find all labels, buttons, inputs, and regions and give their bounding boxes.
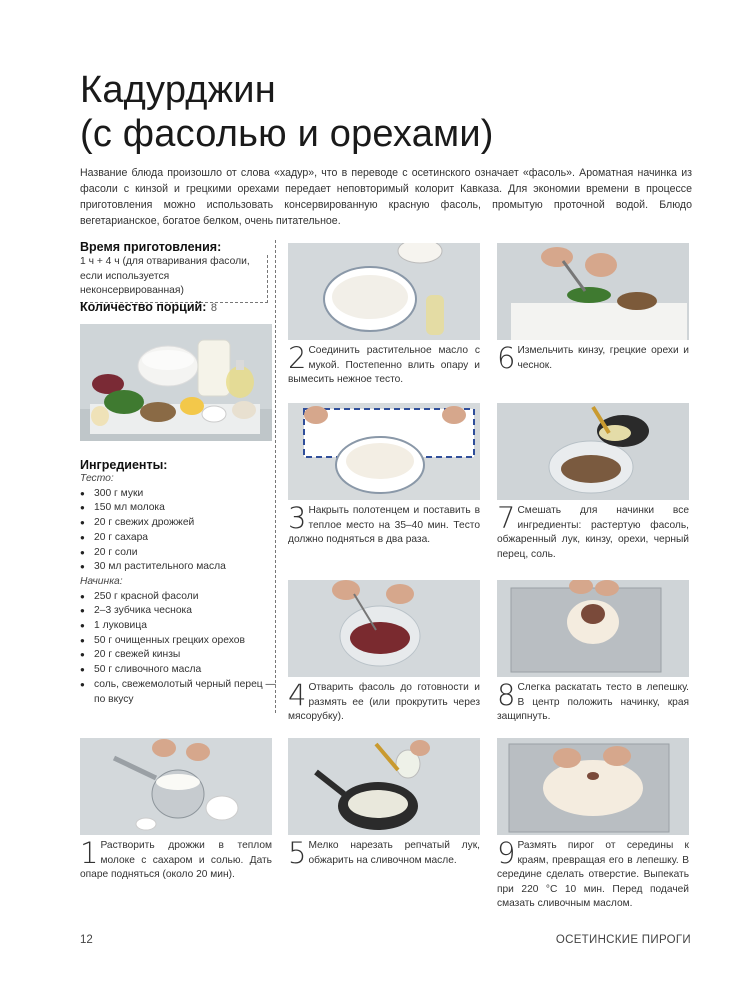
step-9 [497, 738, 689, 912]
step-number: 9 [497, 836, 516, 870]
step-7 [497, 403, 689, 562]
step-text: Измельчить кинзу, грецкие орехи и чеснок. [517, 345, 689, 371]
filling-list [80, 590, 276, 708]
step-text: Смешать для начинки все ингредиенты: растертую фасоль, обжаренный лук, кинзу, орехи, черный перец, соль. [497, 505, 689, 560]
step-2-photo [288, 243, 480, 340]
list-item: ● 300 г муки [80, 487, 276, 502]
title-line-2: (с фасолью и орехами) [80, 113, 494, 155]
step-number: 6 [497, 341, 516, 375]
step-text: Растворить дрожжи в теплом молоке с сахаром и солью. Дать опаре подняться (около 20 мин). [80, 840, 272, 880]
prep-time-value: 1 ч + 4 ч (для отваривания фасоли, если используется неконсервированная) [80, 255, 268, 303]
list-item: ● 20 г свежей кинзы [80, 648, 276, 663]
step-text: Размять пирог от середины к краям, превращая его в лепешку. В середине сделать отверстие. Выпекать при 220 °С 10 мин. Перед подачей смазать сливочным маслом. [497, 840, 689, 909]
step-number: 7 [497, 501, 516, 535]
title-line-1: Кадурджин [80, 69, 276, 111]
step-1-photo [80, 738, 272, 835]
step-8-photo [497, 580, 689, 677]
section-title: ОСЕТИНСКИЕ ПИРОГИ [555, 934, 691, 946]
step-text: Отварить фасоль до готовности и размять ее (или прокрутить через мясорубку). [288, 682, 480, 722]
dough-list [80, 487, 276, 575]
step-7-photo [497, 403, 689, 500]
step-number: 5 [288, 836, 307, 870]
prep-time [80, 240, 268, 303]
ingredients [80, 458, 276, 707]
list-item: ● 50 г очищенных грецких орехов [80, 634, 276, 649]
prep-time-label: Время приготовления: [80, 240, 222, 254]
list-item: ● 30 мл растительного масла [80, 560, 276, 575]
recipe-title [80, 68, 680, 156]
list-item: ● 150 мл молока [80, 501, 276, 516]
step-2 [288, 243, 480, 388]
servings-value: 8 [210, 302, 217, 314]
intro-text: Название блюда произошло от слова «хадур», что в переводе с осетинского означает «фасоль». Ароматная начинка из фасоли с кинзой и грецкими орехами передает неповторимый колорит Кавказа. Для экономии времени в процессе приготовления можно использовать консервированную красную фасоль, промытую проточной водой. Блюдо вегетарианское, богатое белком, очень питательное. [80, 167, 692, 227]
step-4 [288, 580, 480, 725]
step-text: Соединить растительное масло с мукой. Постепенно влить опару и вымесить нежное тесто. [288, 345, 480, 385]
step-5-photo [288, 738, 480, 835]
step-8 [497, 580, 689, 725]
step-9-photo [497, 738, 689, 835]
list-item: ● соль, свежемолотый черный перец — по вкусу [80, 678, 276, 707]
step-3-photo [288, 403, 480, 500]
step-text: Накрыть полотенцем и поставить в теплое место на 35–40 мин. Тесто должно подняться в два раза. [288, 505, 480, 545]
servings [80, 298, 276, 316]
step-text: Слегка раскатать тесто в лепешку. В центр положить начинку, края защипнуть. [497, 682, 689, 722]
page-number: 12 [80, 934, 93, 946]
step-number: 4 [288, 678, 307, 712]
step-5 [288, 738, 480, 868]
list-item: ● 50 г сливочного масла [80, 663, 276, 678]
list-item: ● 20 г соли [80, 546, 276, 561]
step-text: Мелко нарезать репчатый лук, обжарить на сливочном масле. [308, 840, 480, 866]
step-3 [288, 403, 480, 548]
ingredients-photo [80, 324, 272, 441]
step-4-photo [288, 580, 480, 677]
step-number: 8 [497, 678, 516, 712]
filling-label: Начинка: [80, 575, 123, 587]
step-number: 2 [288, 341, 307, 375]
ingredients-label: Ингредиенты: [80, 458, 168, 472]
dough-label: Тесто: [80, 473, 114, 484]
servings-label: Количество порций: [80, 300, 207, 314]
step-6 [497, 243, 689, 373]
sidebar [80, 240, 276, 713]
step-1 [80, 738, 272, 883]
list-item: ● 2–3 зубчика чеснока [80, 604, 276, 619]
list-item: ● 250 г красной фасоли [80, 590, 276, 605]
step-number: 1 [80, 836, 99, 870]
list-item: ● 20 г свежих дрожжей [80, 516, 276, 531]
step-6-photo [497, 243, 689, 340]
list-item: ● 20 г сахара [80, 531, 276, 546]
list-item: ● 1 луковица [80, 619, 276, 634]
step-number: 3 [288, 501, 307, 535]
